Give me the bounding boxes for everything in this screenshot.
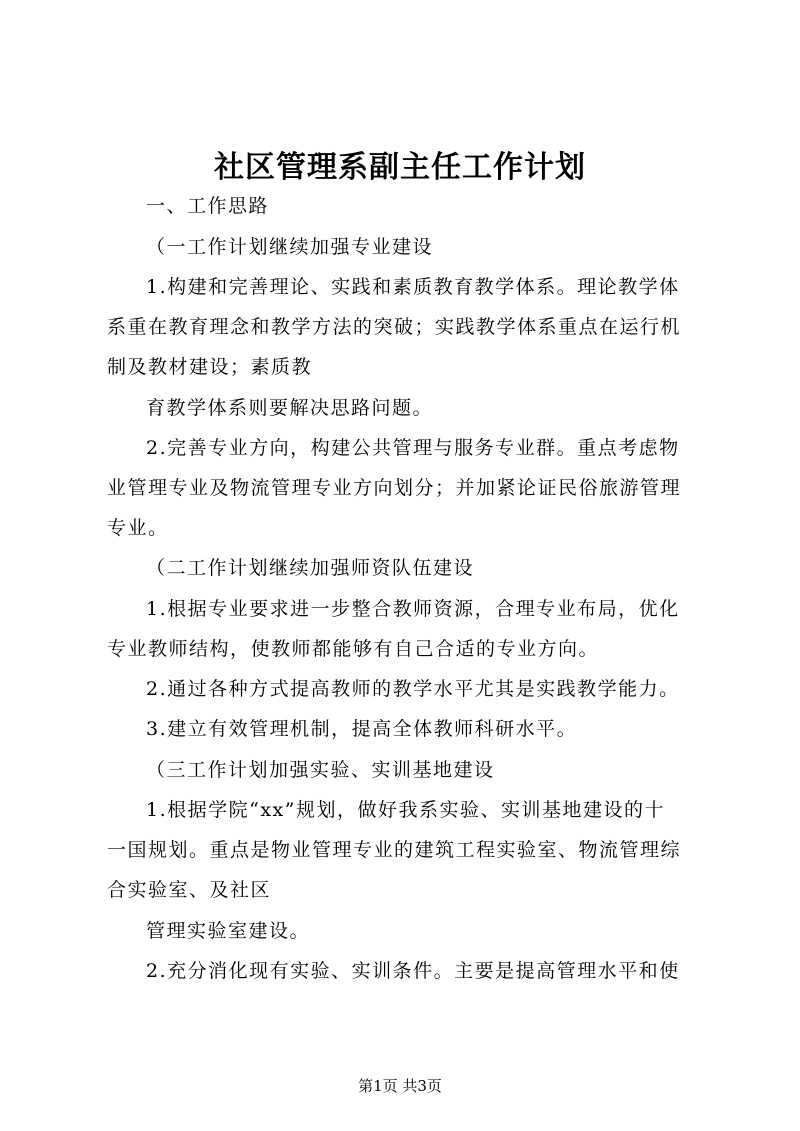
paragraph-line: 育教学体系则要解决思路问题。 <box>146 397 434 419</box>
paragraph-line: 1.根据学院“xx”规划，做好我系实验、实训基地建设的十 <box>146 799 665 821</box>
paragraph-line: 1.根据专业要求进一步整合教师资源，合理专业布局，优化 <box>146 598 680 620</box>
subsection-heading-2: （二工作计划继续加强师资队伍建设 <box>146 557 475 579</box>
paragraph-line: 专业教师结构，使教师都能够有自己合适的专业方向。 <box>107 638 600 660</box>
paragraph-line: 制及教材建设；素质教 <box>107 356 313 378</box>
paragraph-line: 2.通过各种方式提高教师的教学水平尤其是实践教学能力。 <box>146 678 680 700</box>
paragraph-line: 业管理专业及物流管理专业方向划分；并加紧论证民俗旅游管理 <box>107 477 682 499</box>
paragraph-line: 1.构建和完善理论、实践和素质教育教学体系。理论教学体 <box>146 276 680 298</box>
section-heading-ideas: 一、工作思路 <box>146 195 270 217</box>
paragraph-line: 系重在教育理念和教学方法的突破；实践教学体系重点在运行机 <box>107 316 682 338</box>
paragraph-line: 专业。 <box>107 517 169 539</box>
paragraph-line: 合实验室、及社区 <box>107 879 272 901</box>
subsection-heading-1: （一工作计划继续加强专业建设 <box>146 236 434 258</box>
paragraph-line: 一国规划。重点是物业管理专业的建筑工程实验室、物流管理综 <box>107 839 682 861</box>
page-footer: 第1页 共3页 <box>358 1077 442 1095</box>
document-title: 社区管理系副主任工作计划 <box>214 150 586 185</box>
paragraph-line: 3.建立有效管理机制，提高全体教师科研水平。 <box>146 718 578 740</box>
paragraph-line: 2.完善专业方向，构建公共管理与服务专业群。重点考虑物 <box>146 437 680 459</box>
paragraph-line: 2.充分消化现有实验、实训条件。主要是提高管理水平和使 <box>146 960 680 982</box>
subsection-heading-3: （三工作计划加强实验、实训基地建设 <box>146 759 495 781</box>
paragraph-line: 管理实验室建设。 <box>146 920 311 942</box>
